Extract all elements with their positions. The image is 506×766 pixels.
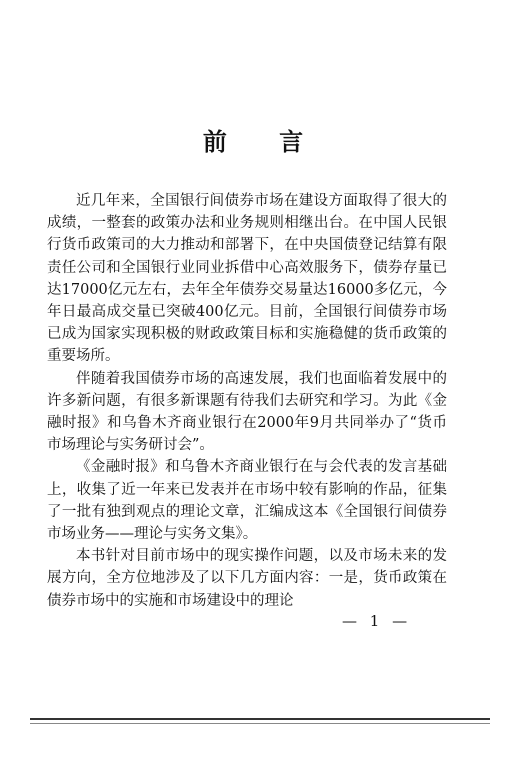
paragraph-2: 伴随着我国债券市场的高速发展，我们也面临着发展中的许多新问题，有很多新课题有待我们去研究和学习。为此《金融时报》和乌鲁木齐商业银行在2000年9月共同举办了“货币市场理论与实务研讨会”。 [47, 370, 447, 454]
paragraph-4: 本书针对目前市场中的现实操作问题，以及市场未来的发展方向，全方位地涉及了以下几方面内容：一是，货币政策在债券市场中的实施和市场建设中的理论 [47, 548, 447, 609]
page-title: 前 言 [202, 127, 326, 156]
body-text [47, 190, 447, 612]
bottom-divider [30, 718, 490, 720]
paragraph-3: 《金融时报》和乌鲁木齐商业银行在与会代表的发言基础上，收集了近一年来已发表并在市场中较有影响的作品，征集了一批有独到观点的理论文章，汇编成这本《全国银行间债券市场业务——理论与实务文集》。 [47, 459, 447, 543]
page-number: — 1 — [342, 612, 412, 630]
bottom-divider-thin [30, 723, 490, 724]
paragraph-1: 近几年来，全国银行间债券市场在建设方面取得了很大的成绩，一整套的政策办法和业务规则相继出台。在中国人民银行货币政策司的大力推动和部署下，在中央国债登记结算有限责任公司和全国银行业同业拆借中心高效服务下，债券存量已达17000亿元左右，去年全年债券交易量达16000多亿元，今年日最高成交量已突破400亿元。目前，全国银行间债券市场已成为国家实现积极的财政政策目标和实施稳健的货币政策的重要场所。 [47, 193, 447, 365]
